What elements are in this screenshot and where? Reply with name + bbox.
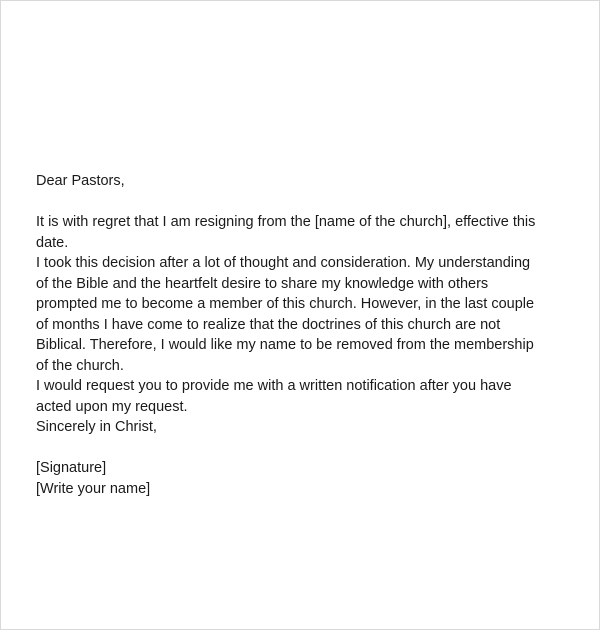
letter-line: Biblical. Therefore, I would like my name to be removed from the membership bbox=[36, 337, 534, 353]
letter-line: It is with regret that I am resigning from the [name of the church], effective this bbox=[36, 214, 536, 230]
name-placeholder: [Write your name] bbox=[36, 480, 151, 497]
blank-line bbox=[36, 192, 584, 213]
letter-body bbox=[36, 171, 584, 499]
letter-line: of months I have come to realize that the doctrines of this church are not bbox=[36, 316, 501, 333]
signature-placeholder: [Signature] bbox=[36, 460, 107, 476]
closing: Sincerely in Christ, bbox=[36, 419, 157, 435]
letter-line: acted upon my request. bbox=[36, 398, 188, 415]
letter-line: I took this decision after a lot of thought and consideration. My understanding bbox=[36, 255, 531, 271]
letter-line: of the Bible and the heartfelt desire to share my knowledge with others bbox=[36, 275, 489, 292]
letter-line: I would request you to provide me with a written notification after you have bbox=[36, 378, 512, 394]
salutation: Dear Pastors, bbox=[36, 173, 125, 189]
blank-line bbox=[36, 438, 584, 459]
letter-line: prompted me to become a member of this church. However, in the last couple bbox=[36, 296, 535, 312]
letter-line: of the church. bbox=[36, 357, 124, 374]
letter-line: date. bbox=[36, 234, 69, 251]
